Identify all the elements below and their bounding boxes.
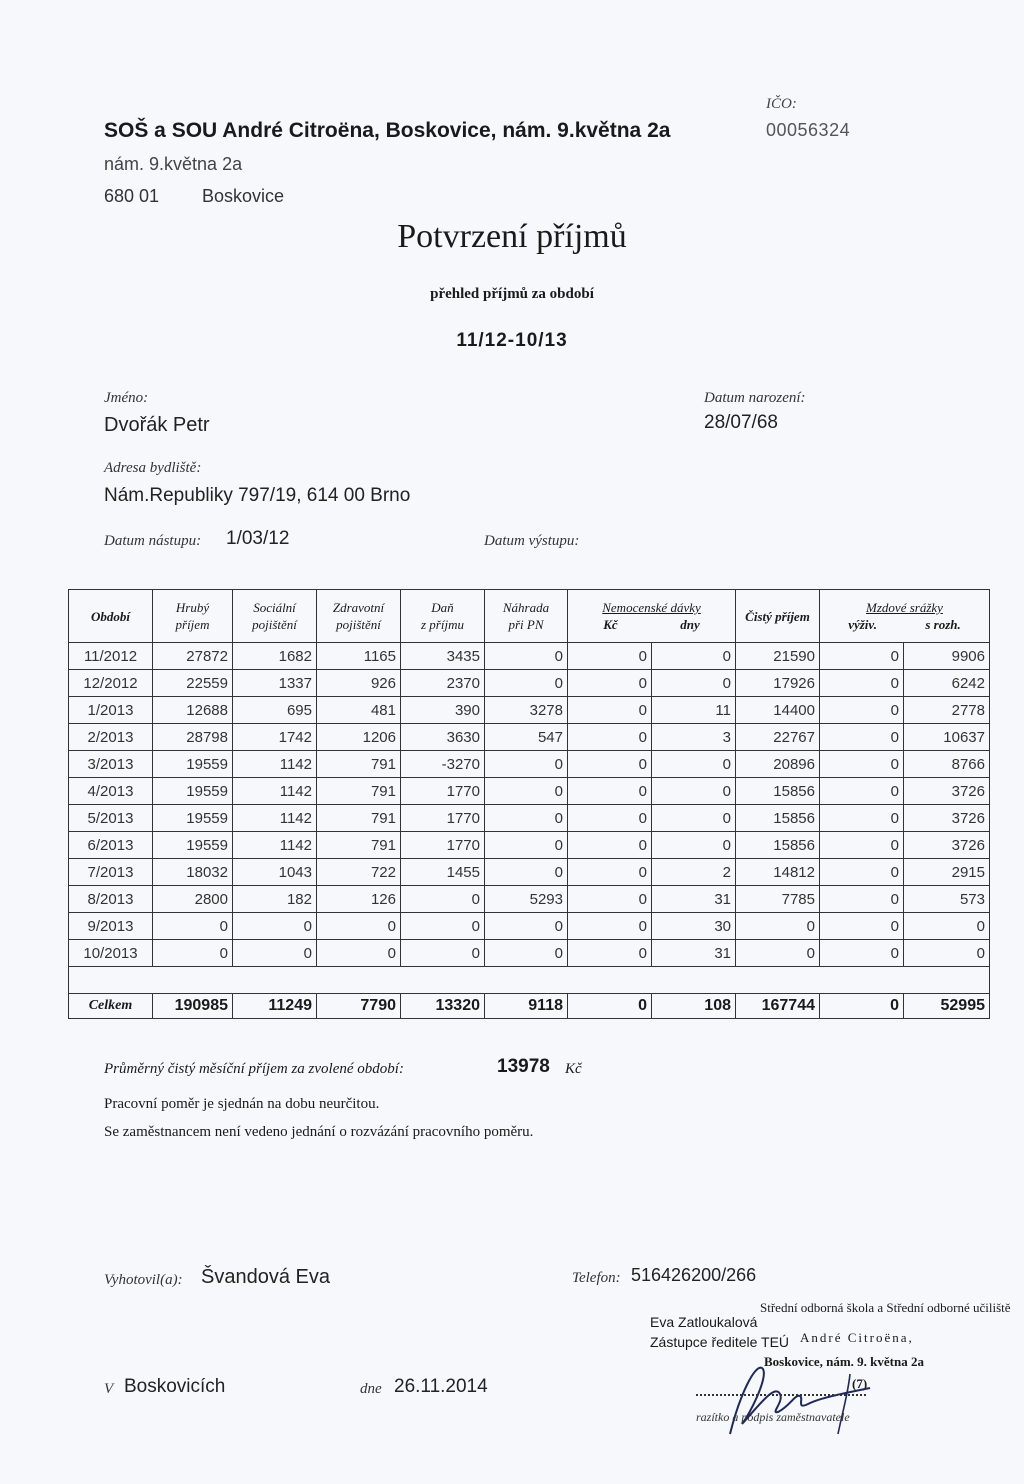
stamp-school-line-1: Střední odborná škola a Střední odborné učiliště — [760, 1300, 1011, 1315]
total-value-cell: 13320 — [401, 994, 485, 1019]
table-row — [69, 670, 990, 697]
prepared-by: Švandová Eva — [201, 1266, 330, 1288]
row-period-cell: 11/2012 — [69, 643, 153, 670]
row-value-cell: 1165 — [317, 643, 401, 670]
row-value-cell: 182 — [233, 886, 317, 913]
row-value-cell: 1337 — [233, 670, 317, 697]
spacer-cell — [69, 967, 990, 994]
signature-line — [696, 1390, 866, 1396]
header-sick-benefits: Nemocenské dávky Kč dny — [568, 590, 736, 643]
row-value-cell: 1770 — [401, 805, 485, 832]
table-row — [69, 724, 990, 751]
stamp-person-role: Zástupce ředitele TEÚ — [650, 1334, 790, 1350]
termination-note: Se zaměstnancem není vedeno jednání o rozvázání pracovního poměru. — [104, 1124, 534, 1140]
row-value-cell: 0 — [485, 751, 568, 778]
header-net: Čistý příjem — [736, 590, 820, 643]
row-period-cell: 6/2013 — [69, 832, 153, 859]
row-value-cell: 0 — [652, 751, 736, 778]
total-value-cell: 0 — [820, 994, 904, 1019]
row-value-cell: 0 — [820, 805, 904, 832]
row-value-cell: 547 — [485, 724, 568, 751]
employment-note: Pracovní poměr je sjednán na dobu neurčitou. — [104, 1096, 380, 1112]
row-value-cell: 0 — [652, 805, 736, 832]
row-value-cell: 791 — [317, 751, 401, 778]
issue-date: 26.11.2014 — [394, 1376, 488, 1397]
ico-label: IČO: — [766, 96, 797, 112]
signature-caption: razítko a podpis zaměstnavatele — [696, 1410, 850, 1424]
average-income-value: 13978 — [497, 1056, 550, 1077]
row-value-cell: 15856 — [736, 832, 820, 859]
address-label: Adresa bydliště: — [104, 460, 202, 476]
row-value-cell: 1770 — [401, 778, 485, 805]
table-spacer-row — [69, 967, 990, 994]
total-value-cell: 190985 — [153, 994, 233, 1019]
row-value-cell: 1142 — [233, 832, 317, 859]
row-value-cell: 0 — [904, 913, 990, 940]
row-value-cell: 0 — [736, 913, 820, 940]
phone-label: Telefon: — [572, 1270, 621, 1286]
row-value-cell: 30 — [652, 913, 736, 940]
row-value-cell: -3270 — [401, 751, 485, 778]
row-value-cell: 0 — [820, 859, 904, 886]
row-value-cell: 0 — [485, 778, 568, 805]
row-value-cell: 695 — [233, 697, 317, 724]
row-value-cell: 2778 — [904, 697, 990, 724]
document-subtitle: přehled příjmů za období — [430, 286, 594, 302]
total-value-cell: 9118 — [485, 994, 568, 1019]
prepared-by-label: Vyhotovil(a): — [104, 1272, 183, 1288]
row-period-cell: 12/2012 — [69, 670, 153, 697]
header-tax: Daň z příjmu — [401, 590, 485, 643]
phone-number: 516426200/266 — [631, 1265, 757, 1285]
row-value-cell: 3 — [652, 724, 736, 751]
row-value-cell: 1455 — [401, 859, 485, 886]
row-period-cell: 2/2013 — [69, 724, 153, 751]
row-value-cell: 0 — [820, 778, 904, 805]
total-value-cell: 0 — [568, 994, 652, 1019]
row-value-cell: 0 — [820, 940, 904, 967]
totals-row — [69, 994, 990, 1019]
row-value-cell: 15856 — [736, 805, 820, 832]
row-value-cell: 9906 — [904, 643, 990, 670]
total-value-cell: 11249 — [233, 994, 317, 1019]
row-value-cell: 18032 — [153, 859, 233, 886]
row-value-cell: 1142 — [233, 778, 317, 805]
row-value-cell: 0 — [820, 751, 904, 778]
row-value-cell: 2915 — [904, 859, 990, 886]
row-value-cell: 0 — [401, 886, 485, 913]
row-value-cell: 722 — [317, 859, 401, 886]
header-sick-compensation: Náhrada při PN — [485, 590, 568, 643]
row-value-cell: 12688 — [153, 697, 233, 724]
row-value-cell: 14400 — [736, 697, 820, 724]
row-value-cell: 0 — [820, 913, 904, 940]
row-value-cell: 0 — [820, 832, 904, 859]
row-value-cell: 1682 — [233, 643, 317, 670]
row-value-cell: 31 — [652, 940, 736, 967]
header-gross: Hrubý příjem — [153, 590, 233, 643]
row-value-cell: 10637 — [904, 724, 990, 751]
row-value-cell: 1142 — [233, 751, 317, 778]
table-row — [69, 886, 990, 913]
row-value-cell: 0 — [820, 697, 904, 724]
row-value-cell: 19559 — [153, 778, 233, 805]
row-value-cell: 0 — [317, 913, 401, 940]
employee-address: Nám.Republiky 797/19, 614 00 Brno — [104, 485, 411, 506]
row-value-cell: 1043 — [233, 859, 317, 886]
row-value-cell: 0 — [820, 724, 904, 751]
row-value-cell: 19559 — [153, 751, 233, 778]
row-value-cell: 1770 — [401, 832, 485, 859]
signature-graphic — [700, 1354, 890, 1444]
row-value-cell: 14812 — [736, 859, 820, 886]
table-row — [69, 913, 990, 940]
table-row — [69, 859, 990, 886]
row-period-cell: 10/2013 — [69, 940, 153, 967]
row-value-cell: 2800 — [153, 886, 233, 913]
row-value-cell: 0 — [652, 832, 736, 859]
birth-date-label: Datum narození: — [704, 390, 806, 406]
table-row — [69, 697, 990, 724]
row-period-cell: 7/2013 — [69, 859, 153, 886]
row-period-cell: 4/2013 — [69, 778, 153, 805]
row-value-cell: 3726 — [904, 832, 990, 859]
row-value-cell: 0 — [401, 940, 485, 967]
name-label: Jméno: — [104, 390, 149, 406]
row-value-cell: 481 — [317, 697, 401, 724]
total-value-cell: 108 — [652, 994, 736, 1019]
organization-city: Boskovice — [202, 186, 285, 206]
row-value-cell: 0 — [568, 832, 652, 859]
row-value-cell: 15856 — [736, 778, 820, 805]
row-value-cell: 0 — [485, 643, 568, 670]
row-value-cell: 2 — [652, 859, 736, 886]
row-value-cell: 17926 — [736, 670, 820, 697]
table-row — [69, 778, 990, 805]
row-value-cell: 0 — [401, 913, 485, 940]
row-value-cell: 0 — [568, 886, 652, 913]
row-period-cell: 8/2013 — [69, 886, 153, 913]
table-header-row — [69, 590, 990, 643]
header-deductions: Mzdové srážky výživ. s rozh. — [820, 590, 990, 643]
row-value-cell: 926 — [317, 670, 401, 697]
place: Boskovicích — [124, 1376, 226, 1397]
row-value-cell: 0 — [568, 859, 652, 886]
date-label: dne — [360, 1381, 382, 1397]
row-value-cell: 7785 — [736, 886, 820, 913]
row-value-cell: 0 — [820, 886, 904, 913]
organization-zip: 680 01 — [104, 186, 160, 206]
header-health: Zdravotní pojištění — [317, 590, 401, 643]
row-value-cell: 0 — [652, 643, 736, 670]
table-body — [69, 643, 990, 994]
table-row — [69, 940, 990, 967]
row-value-cell: 0 — [568, 724, 652, 751]
row-value-cell: 0 — [568, 751, 652, 778]
row-value-cell: 1742 — [233, 724, 317, 751]
average-income-label: Průměrný čistý měsíční příjem za zvolené období: — [104, 1061, 404, 1077]
row-value-cell: 3435 — [401, 643, 485, 670]
row-value-cell: 31 — [652, 886, 736, 913]
ico-value: 00056324 — [766, 120, 851, 140]
total-value-cell: 7790 — [317, 994, 401, 1019]
organization-street: nám. 9.května 2a — [104, 154, 243, 174]
income-table — [68, 589, 990, 1019]
row-period-cell: 1/2013 — [69, 697, 153, 724]
row-value-cell: 0 — [568, 697, 652, 724]
table-row — [69, 805, 990, 832]
row-value-cell: 0 — [820, 670, 904, 697]
document-period: 11/12-10/13 — [456, 330, 568, 351]
row-value-cell: 0 — [485, 940, 568, 967]
row-value-cell: 791 — [317, 778, 401, 805]
row-value-cell: 0 — [652, 778, 736, 805]
row-value-cell: 0 — [233, 913, 317, 940]
row-period-cell: 9/2013 — [69, 913, 153, 940]
start-date: 1/03/12 — [226, 528, 290, 549]
row-value-cell: 0 — [652, 670, 736, 697]
row-value-cell: 3726 — [904, 778, 990, 805]
row-value-cell: 22767 — [736, 724, 820, 751]
row-value-cell: 0 — [485, 913, 568, 940]
row-value-cell: 0 — [317, 940, 401, 967]
total-value-cell: 52995 — [904, 994, 990, 1019]
organization-name: SOŠ a SOU André Citroëna, Boskovice, nám. 9.května 2a — [104, 119, 671, 142]
row-value-cell: 28798 — [153, 724, 233, 751]
row-value-cell: 0 — [568, 805, 652, 832]
end-date-label: Datum výstupu: — [484, 533, 580, 549]
row-value-cell: 3630 — [401, 724, 485, 751]
row-value-cell: 11 — [652, 697, 736, 724]
row-value-cell: 0 — [485, 832, 568, 859]
row-period-cell: 5/2013 — [69, 805, 153, 832]
row-value-cell: 0 — [568, 913, 652, 940]
row-value-cell: 8766 — [904, 751, 990, 778]
row-value-cell: 791 — [317, 832, 401, 859]
stamp-school-line-2: André Citroëna, — [800, 1330, 914, 1345]
average-income-unit: Kč — [565, 1061, 582, 1077]
header-social: Sociální pojištění — [233, 590, 317, 643]
birth-date: 28/07/68 — [704, 412, 778, 433]
row-value-cell: 0 — [820, 643, 904, 670]
row-value-cell: 0 — [568, 643, 652, 670]
row-value-cell: 0 — [153, 913, 233, 940]
row-value-cell: 0 — [153, 940, 233, 967]
start-date-label: Datum nástupu: — [104, 533, 202, 549]
table-row — [69, 832, 990, 859]
row-value-cell: 573 — [904, 886, 990, 913]
stamp-number: (7) — [852, 1376, 868, 1391]
stamp-person-name: Eva Zatloukalová — [650, 1314, 758, 1330]
row-value-cell: 0 — [904, 940, 990, 967]
row-value-cell: 126 — [317, 886, 401, 913]
table-row — [69, 751, 990, 778]
row-value-cell: 19559 — [153, 832, 233, 859]
row-value-cell: 5293 — [485, 886, 568, 913]
row-period-cell: 3/2013 — [69, 751, 153, 778]
row-value-cell: 20896 — [736, 751, 820, 778]
row-value-cell: 19559 — [153, 805, 233, 832]
row-value-cell: 21590 — [736, 643, 820, 670]
row-value-cell: 0 — [485, 670, 568, 697]
row-value-cell: 1206 — [317, 724, 401, 751]
row-value-cell: 1142 — [233, 805, 317, 832]
row-value-cell: 0 — [568, 778, 652, 805]
row-value-cell: 3726 — [904, 805, 990, 832]
employee-name: Dvořák Petr — [104, 414, 210, 436]
row-value-cell: 0 — [485, 859, 568, 886]
row-value-cell: 27872 — [153, 643, 233, 670]
row-value-cell: 0 — [568, 940, 652, 967]
row-value-cell: 0 — [485, 805, 568, 832]
row-value-cell: 2370 — [401, 670, 485, 697]
row-value-cell: 6242 — [904, 670, 990, 697]
document-title: Potvrzení příjmů — [397, 218, 627, 255]
row-value-cell: 791 — [317, 805, 401, 832]
place-prefix: V — [104, 1381, 114, 1397]
row-value-cell: 390 — [401, 697, 485, 724]
totals-label: Celkem — [69, 994, 153, 1019]
header-period: Období — [69, 590, 153, 643]
row-value-cell: 22559 — [153, 670, 233, 697]
total-value-cell: 167744 — [736, 994, 820, 1019]
row-value-cell: 0 — [736, 940, 820, 967]
row-value-cell: 0 — [233, 940, 317, 967]
stamp-school-line-3: Boskovice, nám. 9. května 2a — [764, 1354, 924, 1369]
row-value-cell: 0 — [568, 670, 652, 697]
table-row — [69, 643, 990, 670]
row-value-cell: 3278 — [485, 697, 568, 724]
